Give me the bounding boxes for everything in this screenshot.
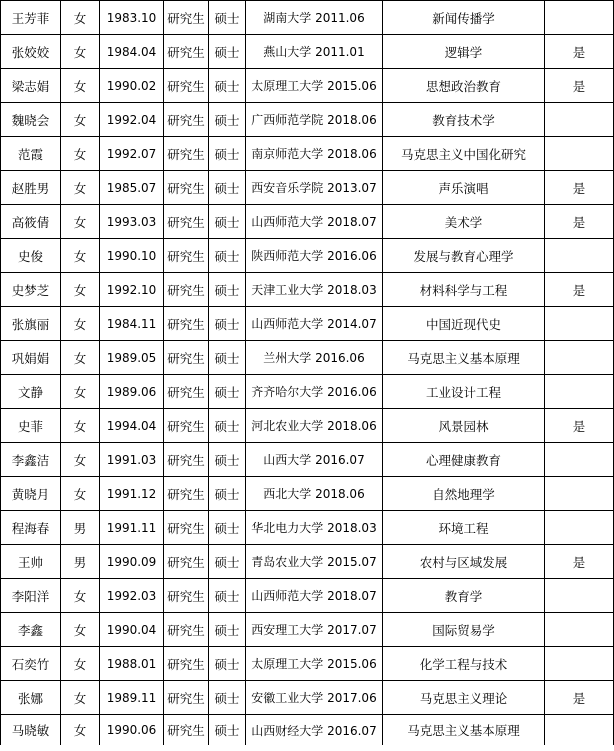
name-cell: 梁志娟 [1, 69, 61, 103]
education-cell: 研究生 [164, 579, 209, 613]
school-graduation-cell: 南京师范大学 2018.06 [246, 137, 383, 171]
flag-cell [545, 307, 614, 341]
education-cell: 研究生 [164, 443, 209, 477]
school-graduation-cell: 华北电力大学 2018.03 [246, 511, 383, 545]
name-cell: 赵胜男 [1, 171, 61, 205]
flag-cell [545, 613, 614, 647]
table-row [1, 443, 614, 477]
name-cell: 石奕竹 [1, 647, 61, 681]
school-graduation-cell: 齐齐哈尔大学 2016.06 [246, 375, 383, 409]
degree-cell: 硕士 [209, 35, 246, 69]
table-row [1, 103, 614, 137]
degree-cell: 硕士 [209, 205, 246, 239]
gender-cell: 女 [61, 613, 100, 647]
school-graduation-cell: 山西财经大学 2016.07 [246, 715, 383, 746]
table-row [1, 477, 614, 511]
education-cell: 研究生 [164, 35, 209, 69]
flag-cell: 是 [545, 35, 614, 69]
education-cell: 研究生 [164, 477, 209, 511]
table-row [1, 69, 614, 103]
birth-date-cell: 1989.11 [100, 681, 164, 715]
degree-cell: 硕士 [209, 341, 246, 375]
gender-cell: 女 [61, 1, 100, 35]
table-row [1, 35, 614, 69]
flag-cell [545, 647, 614, 681]
birth-date-cell: 1990.10 [100, 239, 164, 273]
major-cell: 马克思主义中国化研究 [383, 137, 545, 171]
name-cell: 张娜 [1, 681, 61, 715]
flag-cell [545, 239, 614, 273]
birth-date-cell: 1984.04 [100, 35, 164, 69]
name-cell: 巩娟娟 [1, 341, 61, 375]
flag-cell [545, 1, 614, 35]
education-cell: 研究生 [164, 511, 209, 545]
degree-cell: 硕士 [209, 69, 246, 103]
major-cell: 声乐演唱 [383, 171, 545, 205]
major-cell: 发展与教育心理学 [383, 239, 545, 273]
school-graduation-cell: 天津工业大学 2018.03 [246, 273, 383, 307]
name-cell: 魏晓会 [1, 103, 61, 137]
birth-date-cell: 1992.04 [100, 103, 164, 137]
flag-cell: 是 [545, 681, 614, 715]
gender-cell: 女 [61, 273, 100, 307]
major-cell: 自然地理学 [383, 477, 545, 511]
gender-cell: 女 [61, 715, 100, 746]
birth-date-cell: 1990.02 [100, 69, 164, 103]
gender-cell: 男 [61, 511, 100, 545]
school-graduation-cell: 山西师范大学 2014.07 [246, 307, 383, 341]
degree-cell: 硕士 [209, 579, 246, 613]
birth-date-cell: 1991.03 [100, 443, 164, 477]
roster-body [1, 1, 614, 746]
school-graduation-cell: 湖南大学 2011.06 [246, 1, 383, 35]
education-cell: 研究生 [164, 1, 209, 35]
flag-cell [545, 477, 614, 511]
flag-cell [545, 715, 614, 746]
flag-cell: 是 [545, 409, 614, 443]
name-cell: 王帅 [1, 545, 61, 579]
name-cell: 黄晓月 [1, 477, 61, 511]
degree-cell: 硕士 [209, 477, 246, 511]
gender-cell: 女 [61, 35, 100, 69]
school-graduation-cell: 河北农业大学 2018.06 [246, 409, 383, 443]
degree-cell: 硕士 [209, 715, 246, 746]
education-cell: 研究生 [164, 647, 209, 681]
degree-cell: 硕士 [209, 239, 246, 273]
name-cell: 李鑫 [1, 613, 61, 647]
gender-cell: 女 [61, 307, 100, 341]
education-cell: 研究生 [164, 273, 209, 307]
gender-cell: 女 [61, 579, 100, 613]
education-cell: 研究生 [164, 137, 209, 171]
degree-cell: 硕士 [209, 511, 246, 545]
flag-cell [545, 375, 614, 409]
table-row [1, 375, 614, 409]
flag-cell: 是 [545, 69, 614, 103]
education-cell: 研究生 [164, 171, 209, 205]
table-row [1, 137, 614, 171]
table-row [1, 409, 614, 443]
education-cell: 研究生 [164, 715, 209, 746]
major-cell: 中国近现代史 [383, 307, 545, 341]
gender-cell: 女 [61, 647, 100, 681]
major-cell: 环境工程 [383, 511, 545, 545]
school-graduation-cell: 山西师范大学 2018.07 [246, 205, 383, 239]
birth-date-cell: 1990.09 [100, 545, 164, 579]
gender-cell: 女 [61, 681, 100, 715]
birth-date-cell: 1990.04 [100, 613, 164, 647]
education-cell: 研究生 [164, 375, 209, 409]
birth-date-cell: 1994.04 [100, 409, 164, 443]
major-cell: 新闻传播学 [383, 1, 545, 35]
gender-cell: 女 [61, 443, 100, 477]
birth-date-cell: 1993.03 [100, 205, 164, 239]
table-row [1, 681, 614, 715]
education-cell: 研究生 [164, 681, 209, 715]
flag-cell: 是 [545, 205, 614, 239]
name-cell: 史梦芝 [1, 273, 61, 307]
name-cell: 高筱倩 [1, 205, 61, 239]
table-row [1, 307, 614, 341]
flag-cell [545, 443, 614, 477]
major-cell: 逻辑学 [383, 35, 545, 69]
major-cell: 心理健康教育 [383, 443, 545, 477]
degree-cell: 硕士 [209, 137, 246, 171]
table-row [1, 545, 614, 579]
school-graduation-cell: 西安理工大学 2017.07 [246, 613, 383, 647]
birth-date-cell: 1992.10 [100, 273, 164, 307]
name-cell: 马晓敏 [1, 715, 61, 746]
gender-cell: 女 [61, 341, 100, 375]
gender-cell: 女 [61, 239, 100, 273]
major-cell: 教育学 [383, 579, 545, 613]
degree-cell: 硕士 [209, 1, 246, 35]
birth-date-cell: 1984.11 [100, 307, 164, 341]
degree-cell: 硕士 [209, 443, 246, 477]
major-cell: 马克思主义基本原理 [383, 715, 545, 746]
major-cell: 马克思主义基本原理 [383, 341, 545, 375]
school-graduation-cell: 山西大学 2016.07 [246, 443, 383, 477]
table-row [1, 613, 614, 647]
degree-cell: 硕士 [209, 375, 246, 409]
flag-cell: 是 [545, 171, 614, 205]
major-cell: 马克思主义理论 [383, 681, 545, 715]
flag-cell [545, 341, 614, 375]
table-row [1, 715, 614, 746]
table-row [1, 579, 614, 613]
degree-cell: 硕士 [209, 647, 246, 681]
flag-cell [545, 103, 614, 137]
degree-cell: 硕士 [209, 681, 246, 715]
school-graduation-cell: 陕西师范大学 2016.06 [246, 239, 383, 273]
degree-cell: 硕士 [209, 103, 246, 137]
degree-cell: 硕士 [209, 613, 246, 647]
school-graduation-cell: 安徽工业大学 2017.06 [246, 681, 383, 715]
education-cell: 研究生 [164, 341, 209, 375]
birth-date-cell: 1983.10 [100, 1, 164, 35]
table-row [1, 273, 614, 307]
table-row [1, 171, 614, 205]
gender-cell: 女 [61, 205, 100, 239]
education-cell: 研究生 [164, 69, 209, 103]
major-cell: 工业设计工程 [383, 375, 545, 409]
gender-cell: 女 [61, 103, 100, 137]
table-row [1, 1, 614, 35]
school-graduation-cell: 燕山大学 2011.01 [246, 35, 383, 69]
table-row [1, 341, 614, 375]
education-cell: 研究生 [164, 103, 209, 137]
birth-date-cell: 1991.12 [100, 477, 164, 511]
degree-cell: 硕士 [209, 409, 246, 443]
education-cell: 研究生 [164, 239, 209, 273]
birth-date-cell: 1991.11 [100, 511, 164, 545]
degree-cell: 硕士 [209, 307, 246, 341]
table-row [1, 511, 614, 545]
flag-cell: 是 [545, 545, 614, 579]
major-cell: 风景园林 [383, 409, 545, 443]
school-graduation-cell: 兰州大学 2016.06 [246, 341, 383, 375]
major-cell: 材料科学与工程 [383, 273, 545, 307]
name-cell: 李阳洋 [1, 579, 61, 613]
birth-date-cell: 1992.07 [100, 137, 164, 171]
major-cell: 化学工程与技术 [383, 647, 545, 681]
table-row [1, 205, 614, 239]
name-cell: 史俊 [1, 239, 61, 273]
education-cell: 研究生 [164, 409, 209, 443]
school-graduation-cell: 太原理工大学 2015.06 [246, 647, 383, 681]
gender-cell: 女 [61, 69, 100, 103]
gender-cell: 女 [61, 477, 100, 511]
school-graduation-cell: 青岛农业大学 2015.07 [246, 545, 383, 579]
gender-cell: 女 [61, 375, 100, 409]
degree-cell: 硕士 [209, 273, 246, 307]
school-graduation-cell: 广西师范学院 2018.06 [246, 103, 383, 137]
school-graduation-cell: 西安音乐学院 2013.07 [246, 171, 383, 205]
major-cell: 美术学 [383, 205, 545, 239]
flag-cell: 是 [545, 273, 614, 307]
name-cell: 史菲 [1, 409, 61, 443]
birth-date-cell: 1989.06 [100, 375, 164, 409]
name-cell: 王芳菲 [1, 1, 61, 35]
name-cell: 李鑫洁 [1, 443, 61, 477]
major-cell: 国际贸易学 [383, 613, 545, 647]
birth-date-cell: 1985.07 [100, 171, 164, 205]
flag-cell [545, 579, 614, 613]
birth-date-cell: 1992.03 [100, 579, 164, 613]
gender-cell: 女 [61, 137, 100, 171]
gender-cell: 女 [61, 409, 100, 443]
education-cell: 研究生 [164, 205, 209, 239]
birth-date-cell: 1990.06 [100, 715, 164, 746]
flag-cell [545, 511, 614, 545]
birth-date-cell: 1988.01 [100, 647, 164, 681]
education-cell: 研究生 [164, 307, 209, 341]
table-row [1, 647, 614, 681]
birth-date-cell: 1989.05 [100, 341, 164, 375]
gender-cell: 女 [61, 171, 100, 205]
degree-cell: 硕士 [209, 545, 246, 579]
name-cell: 范霞 [1, 137, 61, 171]
degree-cell: 硕士 [209, 171, 246, 205]
name-cell: 张姣姣 [1, 35, 61, 69]
gender-cell: 男 [61, 545, 100, 579]
school-graduation-cell: 太原理工大学 2015.06 [246, 69, 383, 103]
major-cell: 农村与区域发展 [383, 545, 545, 579]
major-cell: 教育技术学 [383, 103, 545, 137]
table-row [1, 239, 614, 273]
education-cell: 研究生 [164, 545, 209, 579]
school-graduation-cell: 西北大学 2018.06 [246, 477, 383, 511]
name-cell: 张旗丽 [1, 307, 61, 341]
school-graduation-cell: 山西师范大学 2018.07 [246, 579, 383, 613]
education-cell: 研究生 [164, 613, 209, 647]
name-cell: 程海春 [1, 511, 61, 545]
major-cell: 思想政治教育 [383, 69, 545, 103]
name-cell: 文静 [1, 375, 61, 409]
flag-cell [545, 137, 614, 171]
